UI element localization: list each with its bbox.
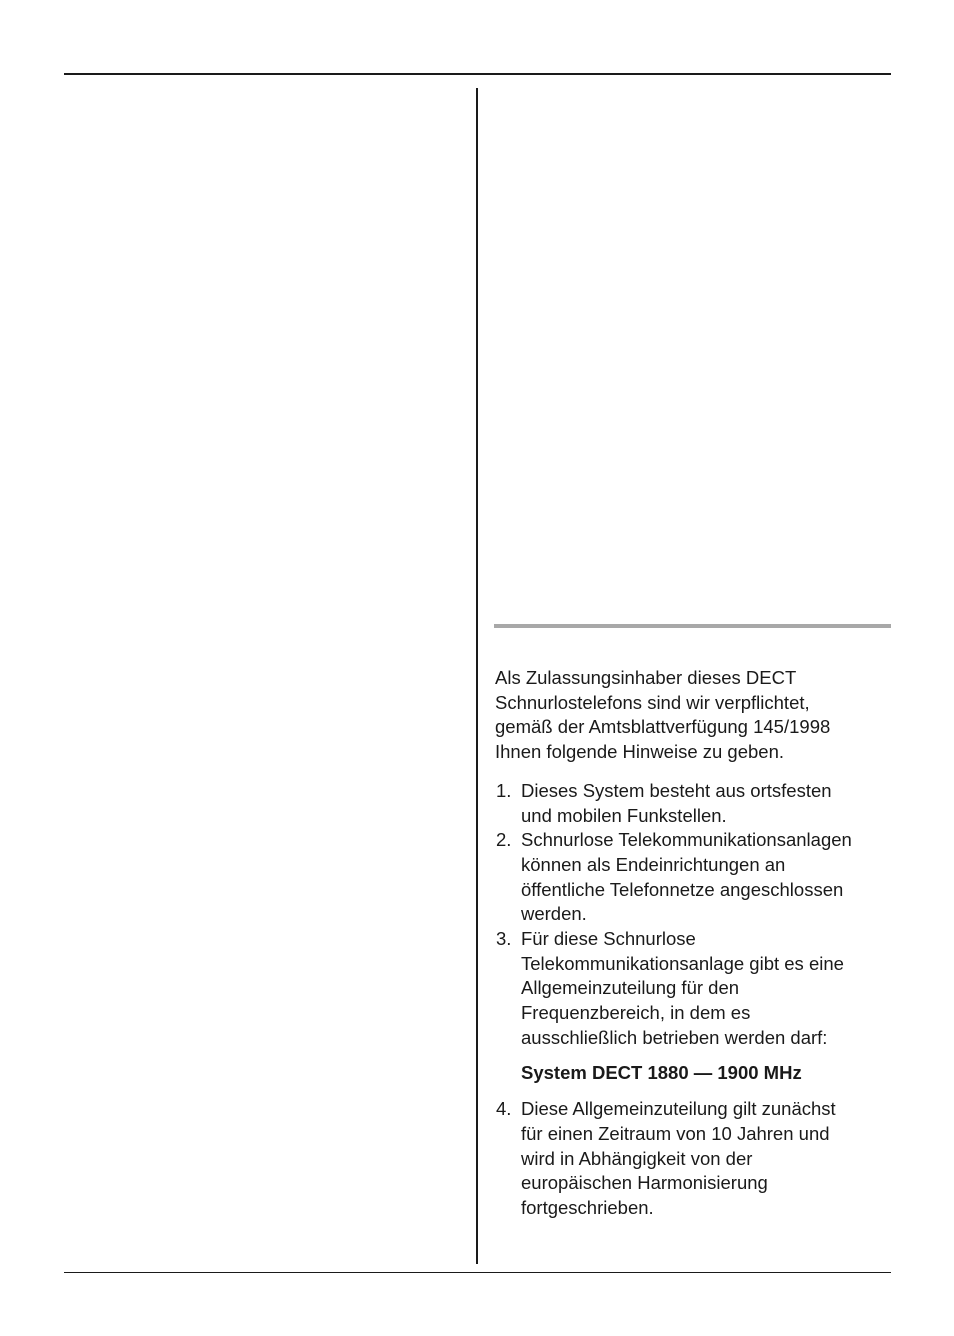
list-item-text: Dieses System besteht aus ortsfesten und mobilen Funkstellen. (521, 779, 832, 826)
notice-list-continued (495, 1097, 891, 1221)
list-item-number: 2. (496, 829, 512, 851)
list-item-number: 1. (496, 779, 512, 801)
system-frequency-line: System DECT 1880 — 1900 MHz (521, 1061, 802, 1083)
section-separator (494, 624, 891, 628)
notice-content (495, 666, 891, 1221)
list-item-number: 3. (496, 928, 512, 950)
list-item-number: 4. (496, 1098, 512, 1120)
list-item-text: Schnurlose Telekommunikationsanlagen können als Endeinrichtungen an öffentliche Telefonnetze angeschlossen werden. (521, 829, 852, 925)
notice-intro: Als Zulassungsinhaber dieses DECT Schnurlostelefons sind wir verpflichtet, gemäß der Amtsblattverfügung 145/1998 Ihnen folgende Hinweise zu geben. (495, 667, 831, 763)
list-item (495, 828, 891, 927)
notice-list (495, 779, 891, 1051)
list-item (495, 1097, 891, 1221)
list-item (495, 927, 891, 1051)
top-rule (64, 73, 891, 75)
column-divider (476, 88, 478, 1264)
bottom-rule (64, 1272, 891, 1273)
list-item (495, 779, 891, 828)
list-item-text: Für diese Schnurlose Telekommunikationsanlage gibt es eine Allgemeinzuteilung für den Frequenzbereich, in dem es ausschließlich betrieben werden darf: (521, 928, 844, 1048)
list-item-text: Diese Allgemeinzuteilung gilt zunächst für einen Zeitraum von 10 Jahren und wird in Abhängigkeit von der europäischen Harmonisierung fortgeschrieben. (521, 1098, 836, 1219)
